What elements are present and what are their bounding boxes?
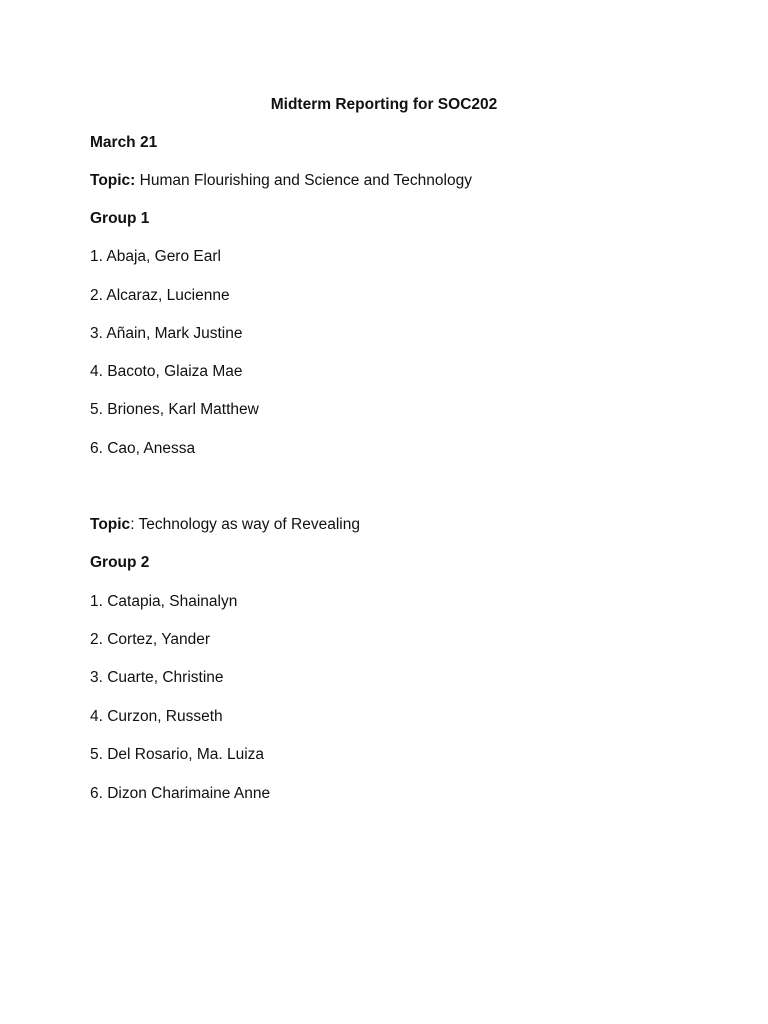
group-heading-1: Group 1 — [90, 210, 150, 227]
member-item: 1. Catapia, Shainalyn — [90, 593, 238, 610]
group-heading-2: Group 2 — [90, 554, 150, 571]
topic-label: Topic — [90, 516, 131, 533]
member-item: 2. Cortez, Yander — [90, 631, 211, 648]
date-heading: March 21 — [90, 134, 158, 151]
member-item: 5. Briones, Karl Matthew — [90, 401, 259, 418]
member-item: 6. Cao, Anessa — [90, 440, 196, 457]
topic-line-2 — [90, 515, 360, 535]
member-item: 3. Cuarte, Christine — [90, 669, 224, 686]
member-item: 6. Dizon Charimaine Anne — [90, 785, 271, 802]
member-item: 1. Abaja, Gero Earl — [90, 248, 221, 265]
member-item: 5. Del Rosario, Ma. Luiza — [90, 746, 265, 763]
topic-line-1 — [90, 171, 472, 191]
member-item: 2. Alcaraz, Lucienne — [90, 287, 230, 304]
topic-text: : Technology as way of Revealing — [130, 516, 360, 533]
member-item: 4. Bacoto, Glaiza Mae — [90, 363, 243, 380]
document-title: Midterm Reporting for SOC202 — [270, 96, 498, 113]
member-item: 4. Curzon, Russeth — [90, 708, 223, 725]
topic-label: Topic: — [90, 172, 136, 189]
member-item: 3. Añain, Mark Justine — [90, 325, 243, 342]
topic-text: Human Flourishing and Science and Technology — [135, 172, 472, 189]
